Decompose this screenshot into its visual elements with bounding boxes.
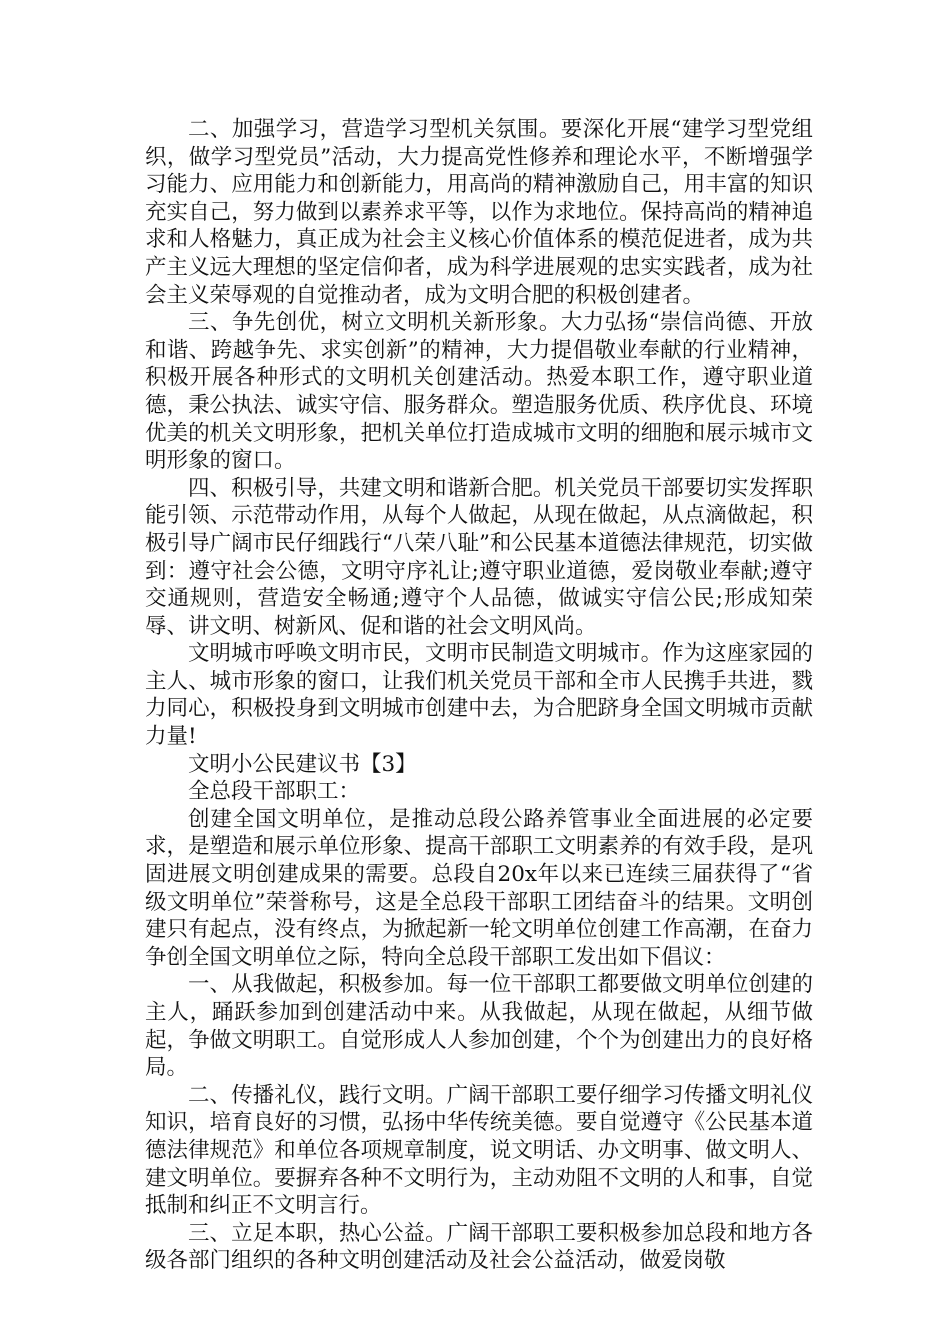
paragraph-civilized-city-call: 文明城市呼唤文明市民，文明市民制造文明城市。作为这座家园的主人、城市形象的窗口，让我们机关党员干部和全市人民携手共进，戮力同心，积极投身到文明城市创建中去，为合肥跻身全国文明城市贡献力量! xyxy=(145,641,813,750)
paragraph-start-with-me: 一、从我做起，积极参加。每一位干部职工都要做文明单位创建的主人，踊跃参加到创建活动中来。从我做起，从现在做起，从细节做起，争做文明职工。自觉形成人人参加创建，个个为创建出力的良好格局。 xyxy=(145,972,813,1081)
paragraph-spread-etiquette: 二、传播礼仪，践行文明。广阔干部职工要仔细学习传播文明礼仪知识，培育良好的习惯，弘扬中华传统美德。要自觉遵守《公民基本道德法律规范》和单位各项规章制度，说文明话、办文明事、做文明人、建文明单位。要摒弃各种不文明行为，主动劝阻不文明的人和事，自觉抵制和纠正不文明言行。 xyxy=(145,1082,813,1219)
salutation: 全总段干部职工： xyxy=(188,779,361,805)
document-page xyxy=(145,116,813,1275)
section-heading: 文明小公民建议书【3】 xyxy=(188,751,417,777)
paragraph-strengthen-learning: 二、加强学习，营造学习型机关氛围。要深化开展“建学习型党组织，做学习型党员”活动，大力提高党性修养和理论水平，不断增强学习能力、应用能力和创新能力，用高尚的精神激励自己，用丰富的知识充实自己，努力做到以素养求平等，以作为求地位。保持高尚的精神追求和人格魅力，真正成为社会主义核心价值体系的模范促进者，成为共产主义远大理想的坚定信仰者，成为科学进展观的忠实实践者，成为社会主义荣辱观的自觉推动者，成为文明合肥的积极创建者。 xyxy=(145,117,813,308)
paragraph-public-welfare: 三、立足本职，热心公益。广阔干部职工要积极参加总段和地方各级各部门组织的各种文明创建活动及社会公益活动，做爱岗敬 xyxy=(145,1220,813,1274)
paragraph-active-guidance: 四、积极引导，共建文明和谐新合肥。机关党员干部要切实发挥职能引领、示范带动作用，从每个人做起，从现在做起，从点滴做起，积极引导广阔市民仔细践行“八荣八耻”和公民基本道德法律规范，切实做到：遵守社会公德，文明守序礼让;遵守职业道德，爱岗敬业奉献;遵守交通规则，营造安全畅通;遵守个人品德，做诚实守信公民;形成知荣辱、讲文明、树新风、促和谐的社会文明风尚。 xyxy=(145,475,813,639)
paragraph-strive-excellence: 三、争先创优，树立文明机关新形象。大力弘扬“崇信尚德、开放和谐、跨越争先、求实创新”的精神，大力提倡敬业奉献的行业精神，积极开展各种形式的文明机关创建活动。热爱本职工作，遵守职业道德，秉公执法、诚实守信、服务群众。塑造服务优质、秩序优良、环境优美的机关文明形象，把机关单位打造成城市文明的细胞和展示城市文明形象的窗口。 xyxy=(145,310,813,474)
paragraph-intro: 创建全国文明单位，是推动总段公路养管事业全面进展的必定要求，是塑造和展示单位形象、提高干部职工文明素养的有效手段，是巩固进展文明创建成果的需要。总段自20x年以来已连续三届获得了“省级文明单位”荣誉称号，这是全总段干部职工团结奋斗的结果。文明创建只有起点，没有终点，为掀起新一轮文明单位创建工作高潮，在奋力争创全国文明单位之际，特向全总段干部职工发出如下倡议： xyxy=(145,806,813,970)
